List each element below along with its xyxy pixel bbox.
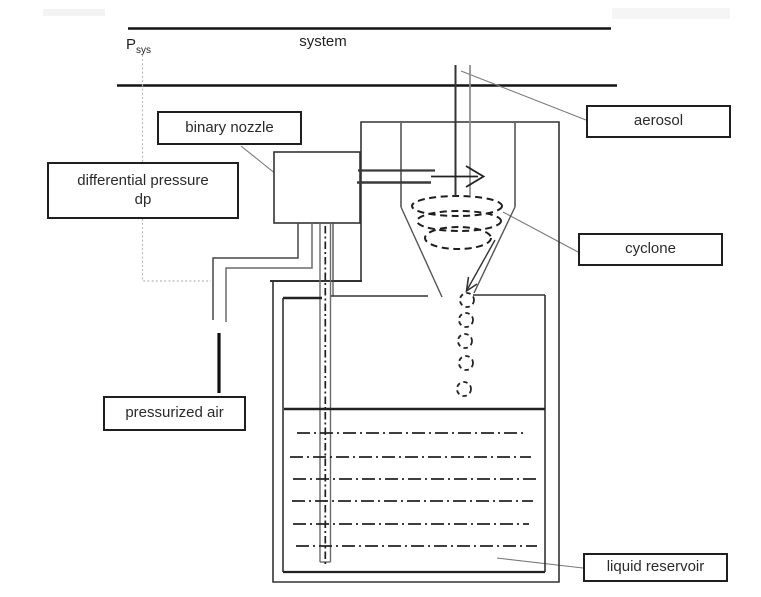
- cyclone-leader: [503, 212, 578, 252]
- air-supply-pipes: [213, 223, 312, 393]
- liquid-reservoir-label: [583, 553, 728, 582]
- aerosol-leader: [461, 71, 586, 120]
- pressurized-air-label-text: pressurized air: [125, 404, 224, 422]
- cyclone-label: [578, 233, 723, 266]
- liquid-reservoir-label-text: liquid reservoir: [606, 558, 705, 576]
- system-boundary-lines: [117, 29, 617, 86]
- binary-nozzle-label-text: binary nozzle: [185, 118, 274, 136]
- droplet-stream: [457, 293, 474, 396]
- cyclone-label-text: cyclone: [625, 240, 676, 258]
- cyclone-vortex: [412, 196, 502, 249]
- binary-nozzle-body: [274, 152, 360, 223]
- psys-label: [126, 36, 152, 56]
- differential-pressure-label-line1: differential pressure: [77, 171, 209, 189]
- scan-artifacts: [43, 8, 730, 19]
- differential-pressure-label: [47, 162, 239, 219]
- psys-subscript: sys: [136, 45, 152, 56]
- aerosol-label-text: aerosol: [633, 112, 684, 130]
- nozzle-outlet-arrow: [357, 166, 484, 187]
- differential-pressure-label-line2: dp: [134, 190, 152, 208]
- pressurized-air-label: [103, 396, 246, 431]
- psys-main: P: [126, 36, 137, 53]
- liquid-reservoir-leader: [497, 558, 583, 568]
- liquid-suction-tube: [320, 223, 333, 565]
- liquid-level-lines: [290, 433, 537, 546]
- aerosol-label: [586, 105, 731, 138]
- system-label: system: [299, 33, 347, 50]
- leader-lines: [241, 71, 586, 568]
- binary-nozzle-label: [157, 111, 302, 145]
